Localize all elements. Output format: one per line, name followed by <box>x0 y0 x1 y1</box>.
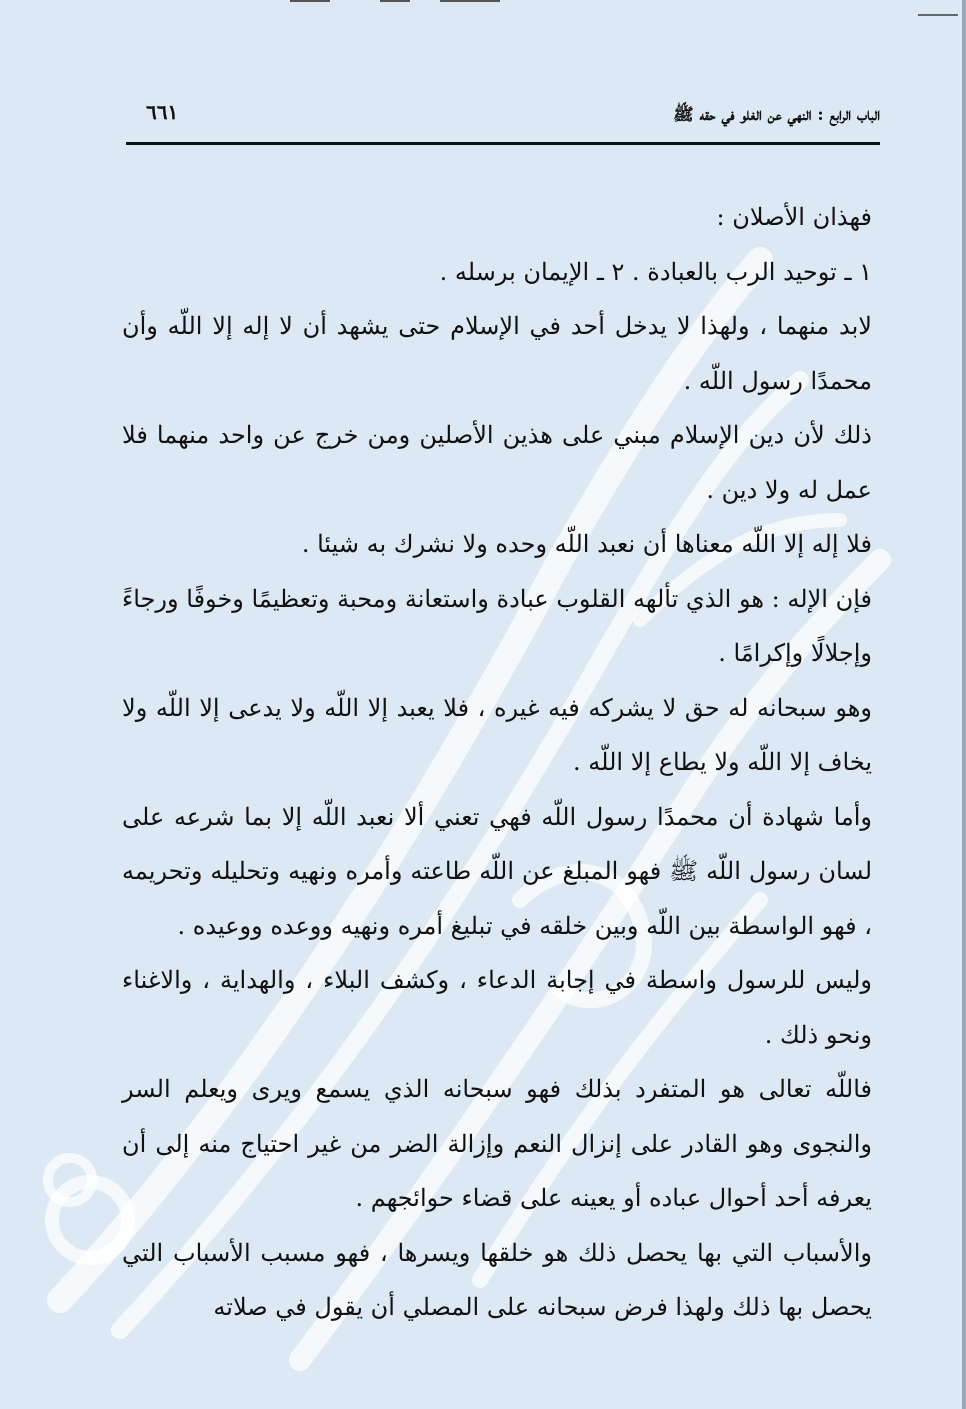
top-right-scan-mark <box>918 14 958 16</box>
paragraph: ١ ـ توحيد الرب بالعبادة . ٢ ـ الإيمان برسله . <box>439 257 872 286</box>
page-edge <box>962 0 966 1409</box>
paragraph: لابد منهما ، ولهذا لا يدخل أحد في الإسلام حتى يشهد أن لا إله إلا اللّه وأن محمدًا رسول اللّه . <box>122 312 872 395</box>
running-header <box>126 100 880 148</box>
header-rule <box>126 142 880 145</box>
paragraph: فهذان الأصلان : <box>716 203 872 231</box>
paragraph: ذلك لأن دين الإسلام مبني على هذين الأصلين ومن خرج عن واحد منهما فلا عمل له ولا دين . <box>122 421 872 504</box>
paragraph: والأسباب التي بها يحصل ذلك هو خلقها ويسرها ، فهو مسبب الأسباب التي يحصل بها ذلك ولهذا فرض سبحانه على المصلي أن يقول في صلاته <box>122 1238 872 1321</box>
page-number: ٦٦١ <box>146 100 179 124</box>
body-text <box>122 190 872 1335</box>
running-title: الباب الرابع : النهي عن الغلو في حقه ﷺ <box>673 105 880 125</box>
paragraph: وهو سبحانه له حق لا يشركه فيه غيره ، فلا يعبد إلا اللّه ولا يدعى إلا اللّه ولا يخاف إلا اللّه ولا يطاع إلا اللّه . <box>122 693 872 776</box>
paragraph: وليس للرسول واسطة في إجابة الدعاء ، وكشف البلاء ، والهداية ، والاغناء ونحو ذلك . <box>122 966 872 1049</box>
paragraph: فلا إله إلا اللّه معناها أن نعبد اللّه وحده ولا نشرك به شيئا . <box>301 530 872 558</box>
paragraph: وأما شهادة أن محمدًا رسول اللّه فهي تعني ألا نعبد اللّه إلا بما شرعه على لسان رسول اللّه ﷺ فهو المبلغ عن اللّه طاعته وأمره ونهيه وتحليله وتحريمه ، فهو الواسطة بين اللّه وبين خلقه في تبليغ أمره ونهيه ووعده ووعيده . <box>122 802 873 940</box>
paragraph: فإن الإله : هو الذي تألهه القلوب عبادة واستعانة ومحبة وتعظيمًا وخوفًا ورجاءً وإجلالًا وإكرامًا . <box>122 584 872 667</box>
paragraph: فاللّه تعالى هو المتفرد بذلك فهو سبحانه الذي يسمع ويرى ويعلم السر والنجوى وهو القادر على إنزال النعم وإزالة الضر من غير احتياج منه إلى أن يعرفه أحد أحوال عباده أو يعينه على قضاء حوائجهم . <box>122 1075 872 1212</box>
top-scan-marks <box>180 0 510 6</box>
